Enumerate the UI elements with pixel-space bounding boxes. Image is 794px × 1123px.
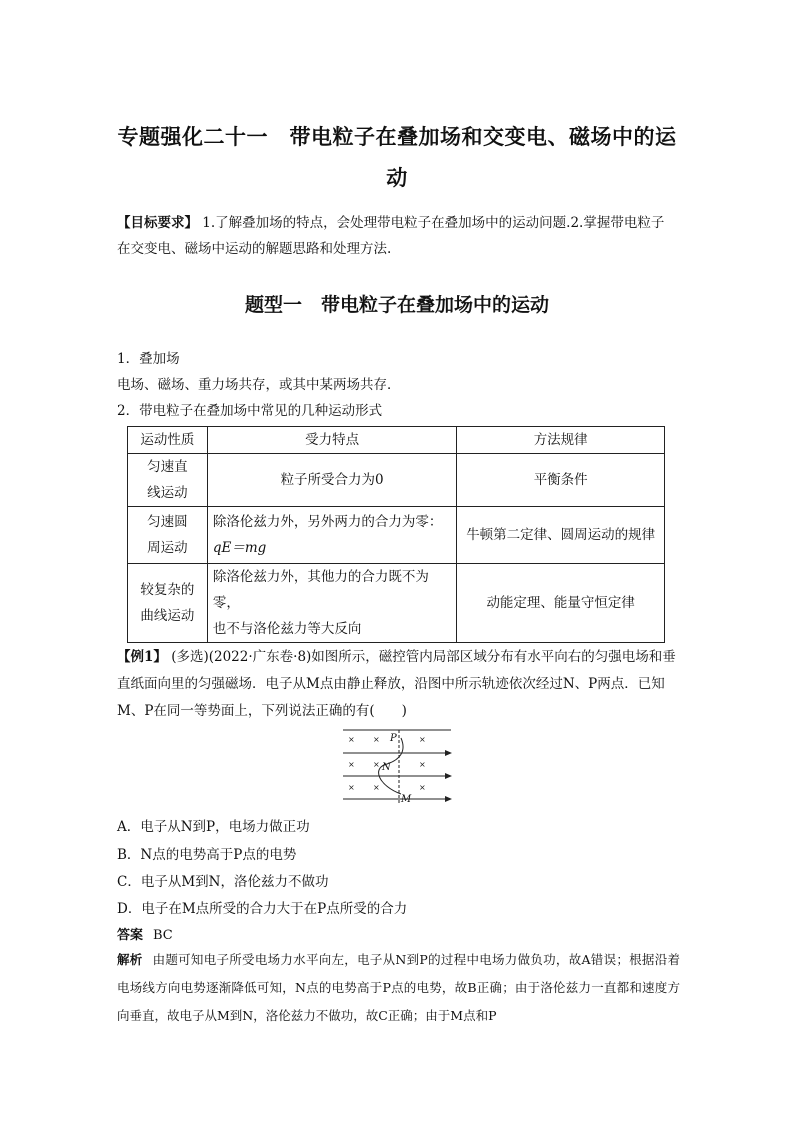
- table-cell: 匀速直 线运动: [128, 454, 208, 507]
- label-n: N: [382, 762, 391, 773]
- option-b: B．N点的电势高于P点的电势: [117, 847, 297, 863]
- table-cell: 牛顿第二定律、圆周运动的规律: [457, 507, 665, 564]
- goals-label: 【目标要求】: [117, 215, 198, 231]
- table-cell: 动能定理、能量守恒定律: [457, 564, 665, 643]
- table-row: [128, 564, 665, 643]
- table-row: [128, 507, 665, 564]
- goals-text: 1.了解叠加场的特点，会处理带电粒子在叠加场中的运动问题.2.掌握带电粒子在交变电、磁场中运动的解题思路和处理方法.: [117, 215, 665, 257]
- table-cell: 较复杂的 曲线运动: [128, 564, 208, 643]
- formula: qE＝mg: [212, 540, 267, 556]
- table-header: 受力特点: [207, 427, 457, 454]
- cross-mark: ×: [419, 783, 426, 792]
- point1-text: 电场、磁场、重力场共存，或其中某两场共存．: [117, 377, 401, 393]
- option-c: C．电子从M到N，洛伦兹力不做功: [117, 874, 329, 890]
- answer: [117, 924, 173, 943]
- option-d: D．电子在M点所受的合力大于在P点所受的合力: [117, 901, 408, 917]
- cross-mark: ×: [373, 783, 380, 792]
- table-cell: 匀速圆 周运动: [128, 507, 208, 564]
- option-a: A．电子从N到P，电场力做正功: [117, 819, 310, 835]
- table-cell: 除洛伦兹力外，其他力的合力既不为零， 也不与洛伦兹力等大反向: [207, 564, 457, 643]
- table-row: [128, 454, 665, 507]
- answer-label: 答案: [117, 928, 144, 943]
- example-text: (多选)(2022·广东卷·8)如图所示，磁控管内局部区域分布有水平向右的匀强电场和垂直纸面向里的匀强磁场．电子从M点由静止释放，沿图中所示轨迹依次经过N、P两点．已知M、P在同一等势面上，下列说法正确的有( ): [117, 649, 676, 719]
- analysis-label: 解析: [117, 952, 143, 967]
- learning-goals: [117, 210, 677, 262]
- cross-mark: ×: [348, 735, 355, 744]
- table-header: 方法规律: [457, 427, 665, 454]
- cross-mark: ×: [348, 783, 355, 792]
- magnetron-figure: [341, 728, 453, 806]
- cross-mark: ×: [373, 760, 380, 769]
- section-heading: 题型一 带电粒子在叠加场中的运动: [244, 294, 549, 316]
- table-cell: 平衡条件: [457, 454, 665, 507]
- page-title: 专题强化二十一 带电粒子在叠加场和交变电、磁场中的运: [117, 125, 677, 149]
- answer-value: BC: [153, 928, 173, 943]
- point2-heading: 2．带电粒子在叠加场中常见的几种运动形式: [117, 403, 383, 419]
- point1-heading: 1．叠加场: [117, 351, 180, 367]
- cross-mark: ×: [373, 735, 380, 744]
- table-header: 运动性质: [128, 427, 208, 454]
- analysis: [117, 946, 680, 1030]
- example-tag: 【例1】: [117, 649, 167, 665]
- cross-mark: ×: [348, 760, 355, 769]
- analysis-text: 由题可知电子所受电场力水平向左，电子从N到P的过程中电场力做负功，故A错误；根据沿着电场线方向电势逐渐降低可知，N点的电势高于P点的电势，故B正确；由于洛伦兹力一直都和速度方向垂直，故电子从M到N，洛伦兹力不做功，故C正确；由于M点和P: [117, 952, 680, 1023]
- cross-mark: ×: [419, 735, 426, 744]
- label-m: M: [401, 794, 412, 805]
- label-p: P: [390, 733, 397, 744]
- cross-mark: ×: [419, 760, 426, 769]
- table-cell: 除洛伦兹力外，另外两力的合力为零： qE＝mg: [207, 507, 457, 564]
- table-cell: 粒子所受合力为0: [207, 454, 457, 507]
- motion-forms-table: [127, 426, 665, 643]
- example-problem: [117, 644, 681, 725]
- page-title-continued: 动: [386, 166, 408, 190]
